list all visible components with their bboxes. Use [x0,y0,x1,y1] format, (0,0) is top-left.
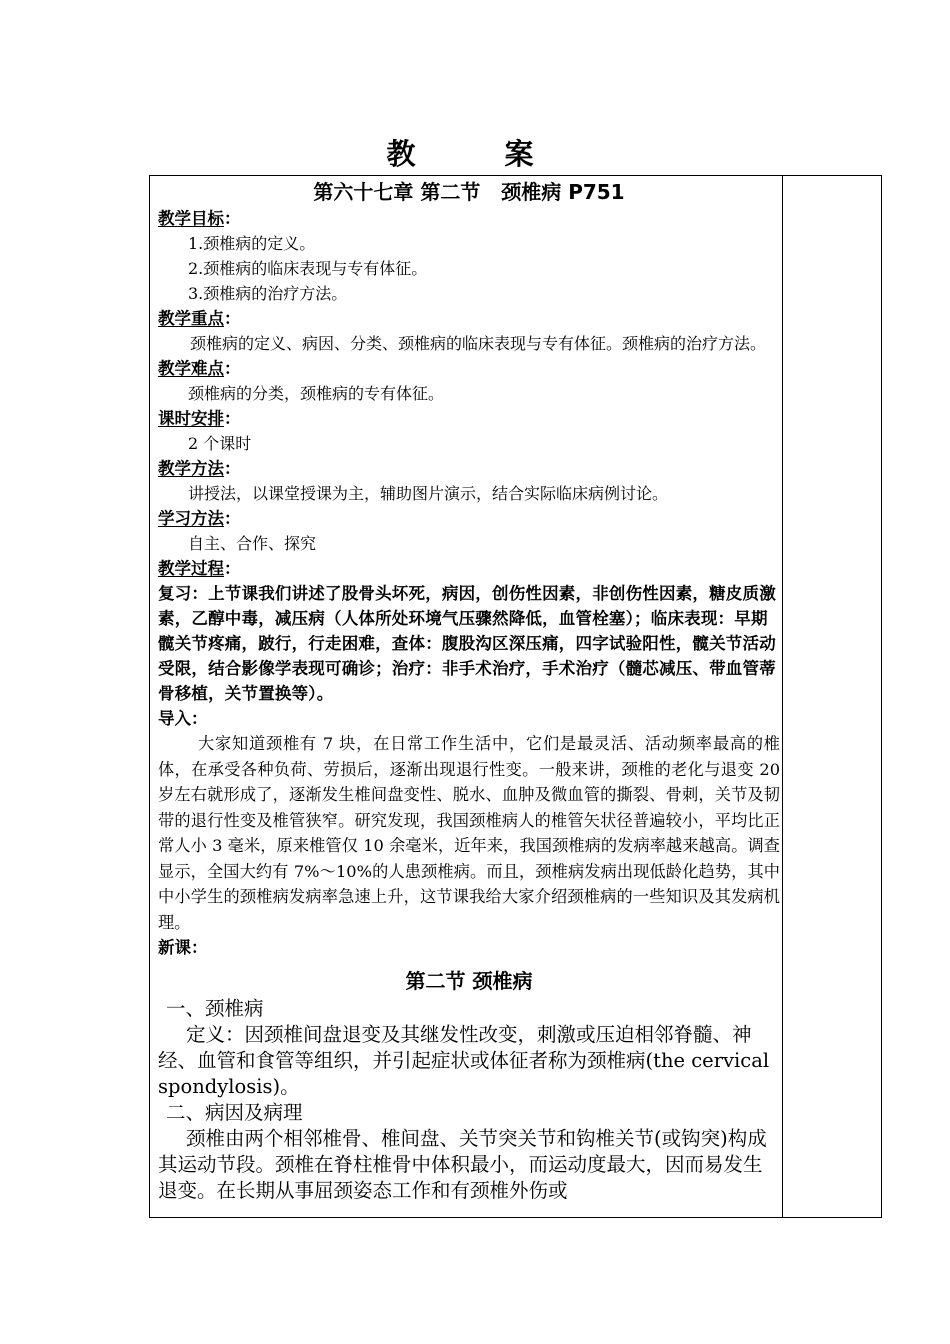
notes-column [783,176,881,1217]
review-paragraph: 复习：上节课我们讲述了股骨头坏死，病因，创伤性因素，非创伤性因素，糖皮质激素，乙醇中毒，减压病（人体所处环境气压骤然降低，血管栓塞）；临床表现：早期髋关节疼痛，跛行，行走困难，查体：腹股沟区深压痛，四字试验阳性，髋关节活动受限，结合影像学表现可确诊；治疗：非手术治疗，手术治疗（髓芯减压、带血管蒂骨移植，关节置换等）。 [158,584,776,703]
difficulties-heading: 教学难点： [158,359,241,378]
objective-item: 3.颈椎病的治疗方法。 [188,284,348,303]
part2-text: 颈椎由两个相邻椎骨、椎间盘、关节突关节和钩椎关节(或钩突)构成其运动节段。颈椎在脊柱椎骨中体积最小，而运动度最大，因而易发生退变。在长期从事屈颈姿态工作和有颈椎外伤或 [158,1127,767,1202]
key-points-heading: 教学重点： [158,309,241,328]
part2-title: 二、病因及病理 [166,1101,303,1124]
part1-definition: 定义：因颈椎间盘退变及其继发性改变，刺激或压迫相邻脊髓、神经、血管和食管等组织，并引起症状或体征者称为颈椎病(the cervical spondylosis)。 [158,1023,770,1098]
intro-label: 导入： [158,709,208,728]
key-points-text: 颈椎病的定义、病因、分类、颈椎病的临床表现与专有体征。颈椎病的治疗方法。 [190,334,767,353]
schedule-text: 2 个课时 [188,434,252,453]
learning-method-text: 自主、合作、探究 [188,534,317,553]
objectives-heading: 教学目标： [158,209,241,228]
part1-title: 一、颈椎病 [166,997,264,1020]
main-content-cell [158,176,780,1204]
schedule-heading: 课时安排： [158,409,241,428]
new-lesson-label: 新课： [158,938,208,957]
teaching-method-heading: 教学方法： [158,459,241,478]
process-heading: 教学过程： [158,559,241,578]
section-title: 第二节 颈椎病 [405,969,533,993]
learning-method-heading: 学习方法： [158,509,241,528]
difficulties-text: 颈椎病的分类，颈椎病的专有体征。 [188,384,445,403]
objective-item: 1.颈椎病的定义。 [188,234,316,253]
teaching-method-text: 讲授法，以课堂授课为主，辅助图片演示，结合实际临床病例讨论。 [188,484,669,503]
chapter-heading: 第六十七章 第二节 颈椎病 P751 [313,180,625,204]
document-title: 教 案 [386,137,564,171]
objective-item: 2.颈椎病的临床表现与专有体征。 [188,259,428,278]
lesson-plan-table [149,175,882,1218]
intro-paragraph: 大家知道颈椎有 7 块，在日常工作生活中，它们是最灵活、活动频率最高的椎体，在承受各种负荷、劳损后，逐渐出现退行性变。一般来讲，颈椎的老化与退变 20 岁左右就形成了，逐渐发生椎间盘变性、脱水、血肿及微血管的撕裂、骨刺，关节及韧带的退行性变及椎管狭窄。研究发现，我国颈椎病人的椎管矢状径普遍较小，平均比正常人小 3 毫米，原来椎管仅 10 余毫米，近年来，我国颈椎病的发病率越来越高。调查显示，全国大约有 7%～10%的人患颈椎病。而且，颈椎病发病出现低龄化趋势，其中中小学生的颈椎病发病率急速上升，这节课我给大家介绍颈椎病的一些知识及其发病机理。 [158,734,780,932]
